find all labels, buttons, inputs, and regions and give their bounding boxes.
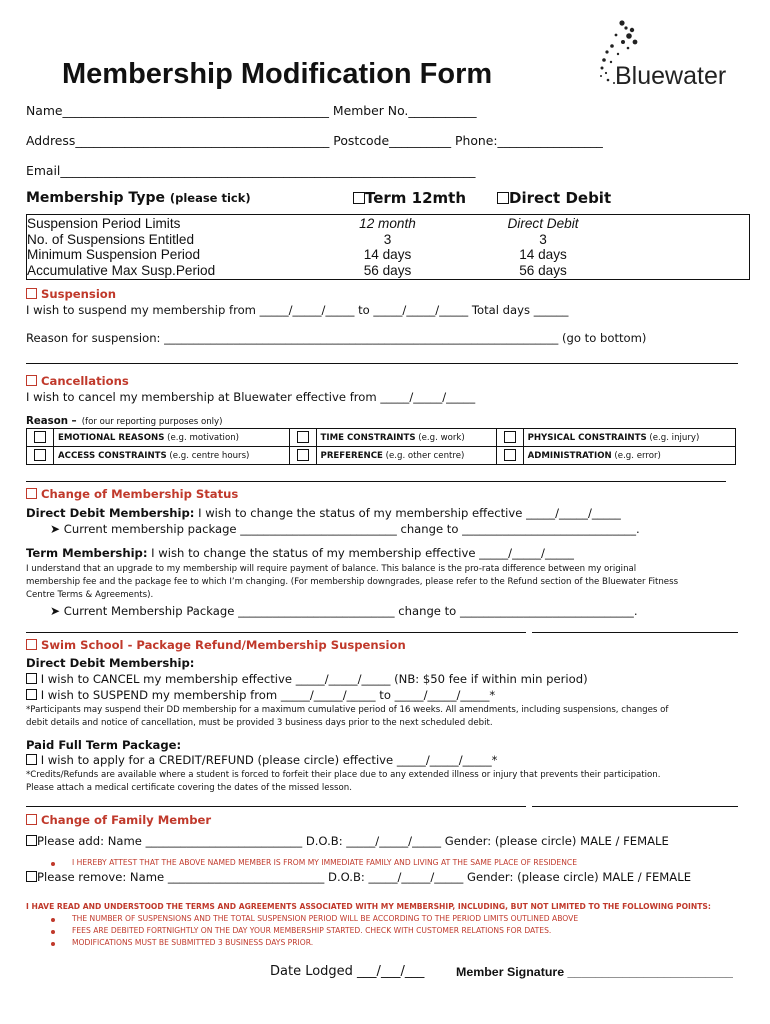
swim-cancel-line[interactable] xyxy=(26,672,588,686)
swim-suspend-text: I wish to SUSPEND my membership from _____/_____/_____ to _____/_____/_____* xyxy=(40,688,496,702)
term-12mth-label: Term 12mth xyxy=(365,189,467,207)
email-line[interactable]: Email___________________________________________________________________ xyxy=(26,163,476,178)
debit-values-column xyxy=(493,216,593,278)
bullet-icon xyxy=(51,942,55,946)
dd-package-line[interactable] xyxy=(50,522,640,536)
divider xyxy=(26,632,526,633)
family-heading[interactable] xyxy=(26,813,211,827)
bullet-icon xyxy=(51,930,55,934)
term-12mth-checkbox[interactable] xyxy=(353,192,365,204)
direct-debit-option[interactable] xyxy=(497,189,611,207)
swim-suspend-checkbox[interactable] xyxy=(26,689,37,700)
divider xyxy=(26,806,526,807)
swim-school-label: Swim School - Package Refund/Membership Suspension xyxy=(41,638,406,652)
divider xyxy=(26,363,738,364)
name-member-no-line[interactable]: Name___________________________________________ Member No.___________ xyxy=(26,103,477,118)
family-remove-text: Please remove: Name ___________________________ D.O.B: _____/_____/_____ Gender: (please circle) MALE / FEMALE xyxy=(37,870,692,884)
address-postcode-phone-line[interactable]: Address_________________________________________ Postcode__________ Phone:_________________ xyxy=(26,133,603,148)
debit-value: 3 xyxy=(539,231,547,247)
swim-school-heading[interactable] xyxy=(26,638,406,652)
reason-checkbox[interactable] xyxy=(496,429,523,447)
reason-emotional: EMOTIONAL REASONS (e.g. motivation) xyxy=(54,429,290,447)
suspension-reason-line[interactable]: Reason for suspension: ____________________________________________________________________ (go to bottom) xyxy=(26,331,647,345)
term-header: 12 month xyxy=(359,216,416,231)
direct-debit-label: Direct Debit xyxy=(509,189,612,207)
term-value: 56 days xyxy=(363,262,412,278)
family-remove-line[interactable] xyxy=(26,870,691,884)
dd-text: I wish to change the status of my membership effective _____/_____/_____ xyxy=(194,506,621,520)
term-package-text: Current Membership Package ___________________________ change to ______________________________. xyxy=(63,604,638,618)
bluewater-logo-text: Bluewater xyxy=(615,62,727,90)
reason-label: Reason – xyxy=(26,416,77,427)
family-checkbox[interactable] xyxy=(26,814,37,825)
credit-note: Please attach a medical certificate covering the dates of the missed lesson. xyxy=(26,783,352,793)
upgrade-note: Centre Terms & Agreements). xyxy=(26,590,154,600)
term-12mth-option[interactable] xyxy=(353,189,466,207)
suspension-dates-line[interactable]: I wish to suspend my membership from _____/_____/_____ to _____/_____/_____ Total days ______ xyxy=(26,303,569,317)
terms-point: THE NUMBER OF SUSPENSIONS AND THE TOTAL SUSPENSION PERIOD WILL BE ACCORDING TO THE PERIOD LIMITS OUTLINED ABOVE xyxy=(72,914,579,923)
direct-debit-checkbox[interactable] xyxy=(497,192,509,204)
upgrade-note: membership fee and the package fee to which I’m changing. (For membership downgrades, please refer to the Refund section of the Bluewater Fitness xyxy=(26,577,679,587)
suspension-checkbox[interactable] xyxy=(26,288,37,299)
reason-administration: ADMINISTRATION (e.g. error) xyxy=(523,447,735,465)
change-status-label: Change of Membership Status xyxy=(41,487,239,501)
term-package-line[interactable] xyxy=(50,604,638,618)
bullet-icon xyxy=(51,918,55,922)
term-label: Term Membership: xyxy=(26,546,148,560)
reason-checkbox[interactable] xyxy=(27,429,54,447)
suspension-label: Suspension xyxy=(41,287,117,301)
term-value: 3 xyxy=(383,231,392,247)
reason-heading xyxy=(26,409,222,428)
upgrade-note: I understand that an upgrade to my membership will require payment of balance. This balance is the pro-rata difference between my original xyxy=(26,564,637,574)
limit-label: No. of Suspensions Entitled xyxy=(27,231,195,247)
change-status-checkbox[interactable] xyxy=(26,488,37,499)
terms-point: MODIFICATIONS MUST BE SUBMITTED 3 BUSINESS DAYS PRIOR. xyxy=(72,938,314,947)
swim-note: debit details and notice of cancellation, must be provided 3 business days prior to the next scheduled debit. xyxy=(26,718,493,728)
limit-label: Suspension Period Limits xyxy=(27,216,181,231)
divider xyxy=(26,481,726,482)
credit-refund-checkbox[interactable] xyxy=(26,754,37,765)
cancellations-checkbox[interactable] xyxy=(26,375,37,386)
dd-package-text: Current membership package ___________________________ change to ______________________________. xyxy=(63,522,640,536)
table-row xyxy=(27,429,736,447)
family-remove-checkbox[interactable] xyxy=(26,871,37,882)
page-title: Membership Modification Form xyxy=(62,58,493,90)
reason-checkbox[interactable] xyxy=(289,429,316,447)
family-add-checkbox[interactable] xyxy=(26,835,37,846)
swim-note: *Participants may suspend their DD membership for a maximum cumulative period of 16 weeks. All amendments, including suspensions, changes of xyxy=(26,705,669,715)
family-add-line[interactable] xyxy=(26,834,669,848)
swim-school-checkbox[interactable] xyxy=(26,639,37,650)
membership-limits-labels xyxy=(27,216,215,278)
membership-type-heading xyxy=(26,190,251,206)
dd-label: Direct Debit Membership: xyxy=(26,506,195,520)
swim-cancel-checkbox[interactable] xyxy=(26,673,37,684)
reason-checkbox[interactable] xyxy=(496,447,523,465)
member-signature-field[interactable]: Member Signature ________________________ xyxy=(456,965,733,979)
reason-time: TIME CONSTRAINTS (e.g. work) xyxy=(316,429,496,447)
term-value: 14 days xyxy=(363,247,412,262)
reason-checkbox[interactable] xyxy=(27,447,54,465)
reason-checkbox[interactable] xyxy=(289,447,316,465)
reason-preference: PREFERENCE (e.g. other centre) xyxy=(316,447,496,465)
swim-suspend-line[interactable] xyxy=(26,688,495,702)
membership-type-note: (please tick) xyxy=(169,191,251,205)
bullet-icon xyxy=(51,862,55,866)
debit-value: 56 days xyxy=(519,262,567,278)
dd-change-line[interactable] xyxy=(26,506,621,520)
family-label: Change of Family Member xyxy=(41,813,212,827)
cancellations-label: Cancellations xyxy=(41,374,129,388)
table-row xyxy=(27,447,736,465)
reason-note: (for our reporting purposes only) xyxy=(81,417,223,427)
cancellation-reasons-table xyxy=(26,428,736,465)
term-values-column xyxy=(340,216,435,278)
swim-dd-label: Direct Debit Membership: xyxy=(26,656,195,670)
limit-label: Minimum Suspension Period xyxy=(27,247,201,262)
swim-cancel-text: I wish to CANCEL my membership effective _____/_____/_____ (NB: $50 fee if within min period) xyxy=(40,672,588,686)
divider xyxy=(532,806,738,807)
credit-note: *Credits/Refunds are available where a student is forced to forfeit their place due to any extended illness or injury that prevents their participation. xyxy=(26,770,661,780)
family-add-text: Please add: Name ___________________________ D.O.B: _____/_____/_____ Gender: (please circle) MALE / FEMALE xyxy=(37,834,669,848)
family-attest: I HEREBY ATTEST THAT THE ABOVE NAMED MEMBER IS FROM MY IMMEDIATE FAMILY AND LIVING AT THE SAME PLACE OF RESIDENCE xyxy=(72,858,577,867)
change-status-heading[interactable] xyxy=(26,487,238,501)
debit-value: 14 days xyxy=(519,247,567,262)
arrow-bullet-icon: ➤ xyxy=(50,522,61,536)
terms-heading: I HAVE READ AND UNDERSTOOD THE TERMS AND AGREEMENTS ASSOCIATED WITH MY MEMBERSHIP, INCLUDING, BUT NOT LIMITED TO THE FOLLOWING POINTS: xyxy=(26,902,711,911)
credit-refund-text: I wish to apply for a CREDIT/REFUND (please circle) effective _____/_____/_____* xyxy=(40,753,498,767)
divider xyxy=(532,632,738,633)
arrow-bullet-icon: ➤ xyxy=(50,604,61,618)
reason-physical: PHYSICAL CONSTRAINTS (e.g. injury) xyxy=(523,429,735,447)
terms-point: FEES ARE DEBITED FORTNIGHTLY ON THE DAY YOUR MEMBERSHIP STARTED. CHECK WITH CUSTOMER RELATIONS FOR DATES. xyxy=(72,926,552,935)
limit-label: Accumulative Max Susp.Period xyxy=(27,262,216,278)
paid-term-label: Paid Full Term Package: xyxy=(26,738,182,752)
term-text: I wish to change the status of my membership effective _____/_____/_____ xyxy=(147,546,574,560)
cancel-effective-line[interactable]: I wish to cancel my membership at Bluewater effective from _____/_____/_____ xyxy=(26,390,476,404)
membership-type-label: Membership Type xyxy=(26,190,165,206)
debit-header: Direct Debit xyxy=(507,216,579,231)
date-lodged-field[interactable]: Date Lodged ___/___/___ xyxy=(270,964,425,979)
term-change-line[interactable] xyxy=(26,546,574,560)
suspension-heading[interactable] xyxy=(26,287,116,301)
cancellations-heading[interactable] xyxy=(26,374,129,388)
credit-refund-line[interactable] xyxy=(26,753,497,767)
reason-access: ACCESS CONSTRAINTS (e.g. centre hours) xyxy=(54,447,290,465)
